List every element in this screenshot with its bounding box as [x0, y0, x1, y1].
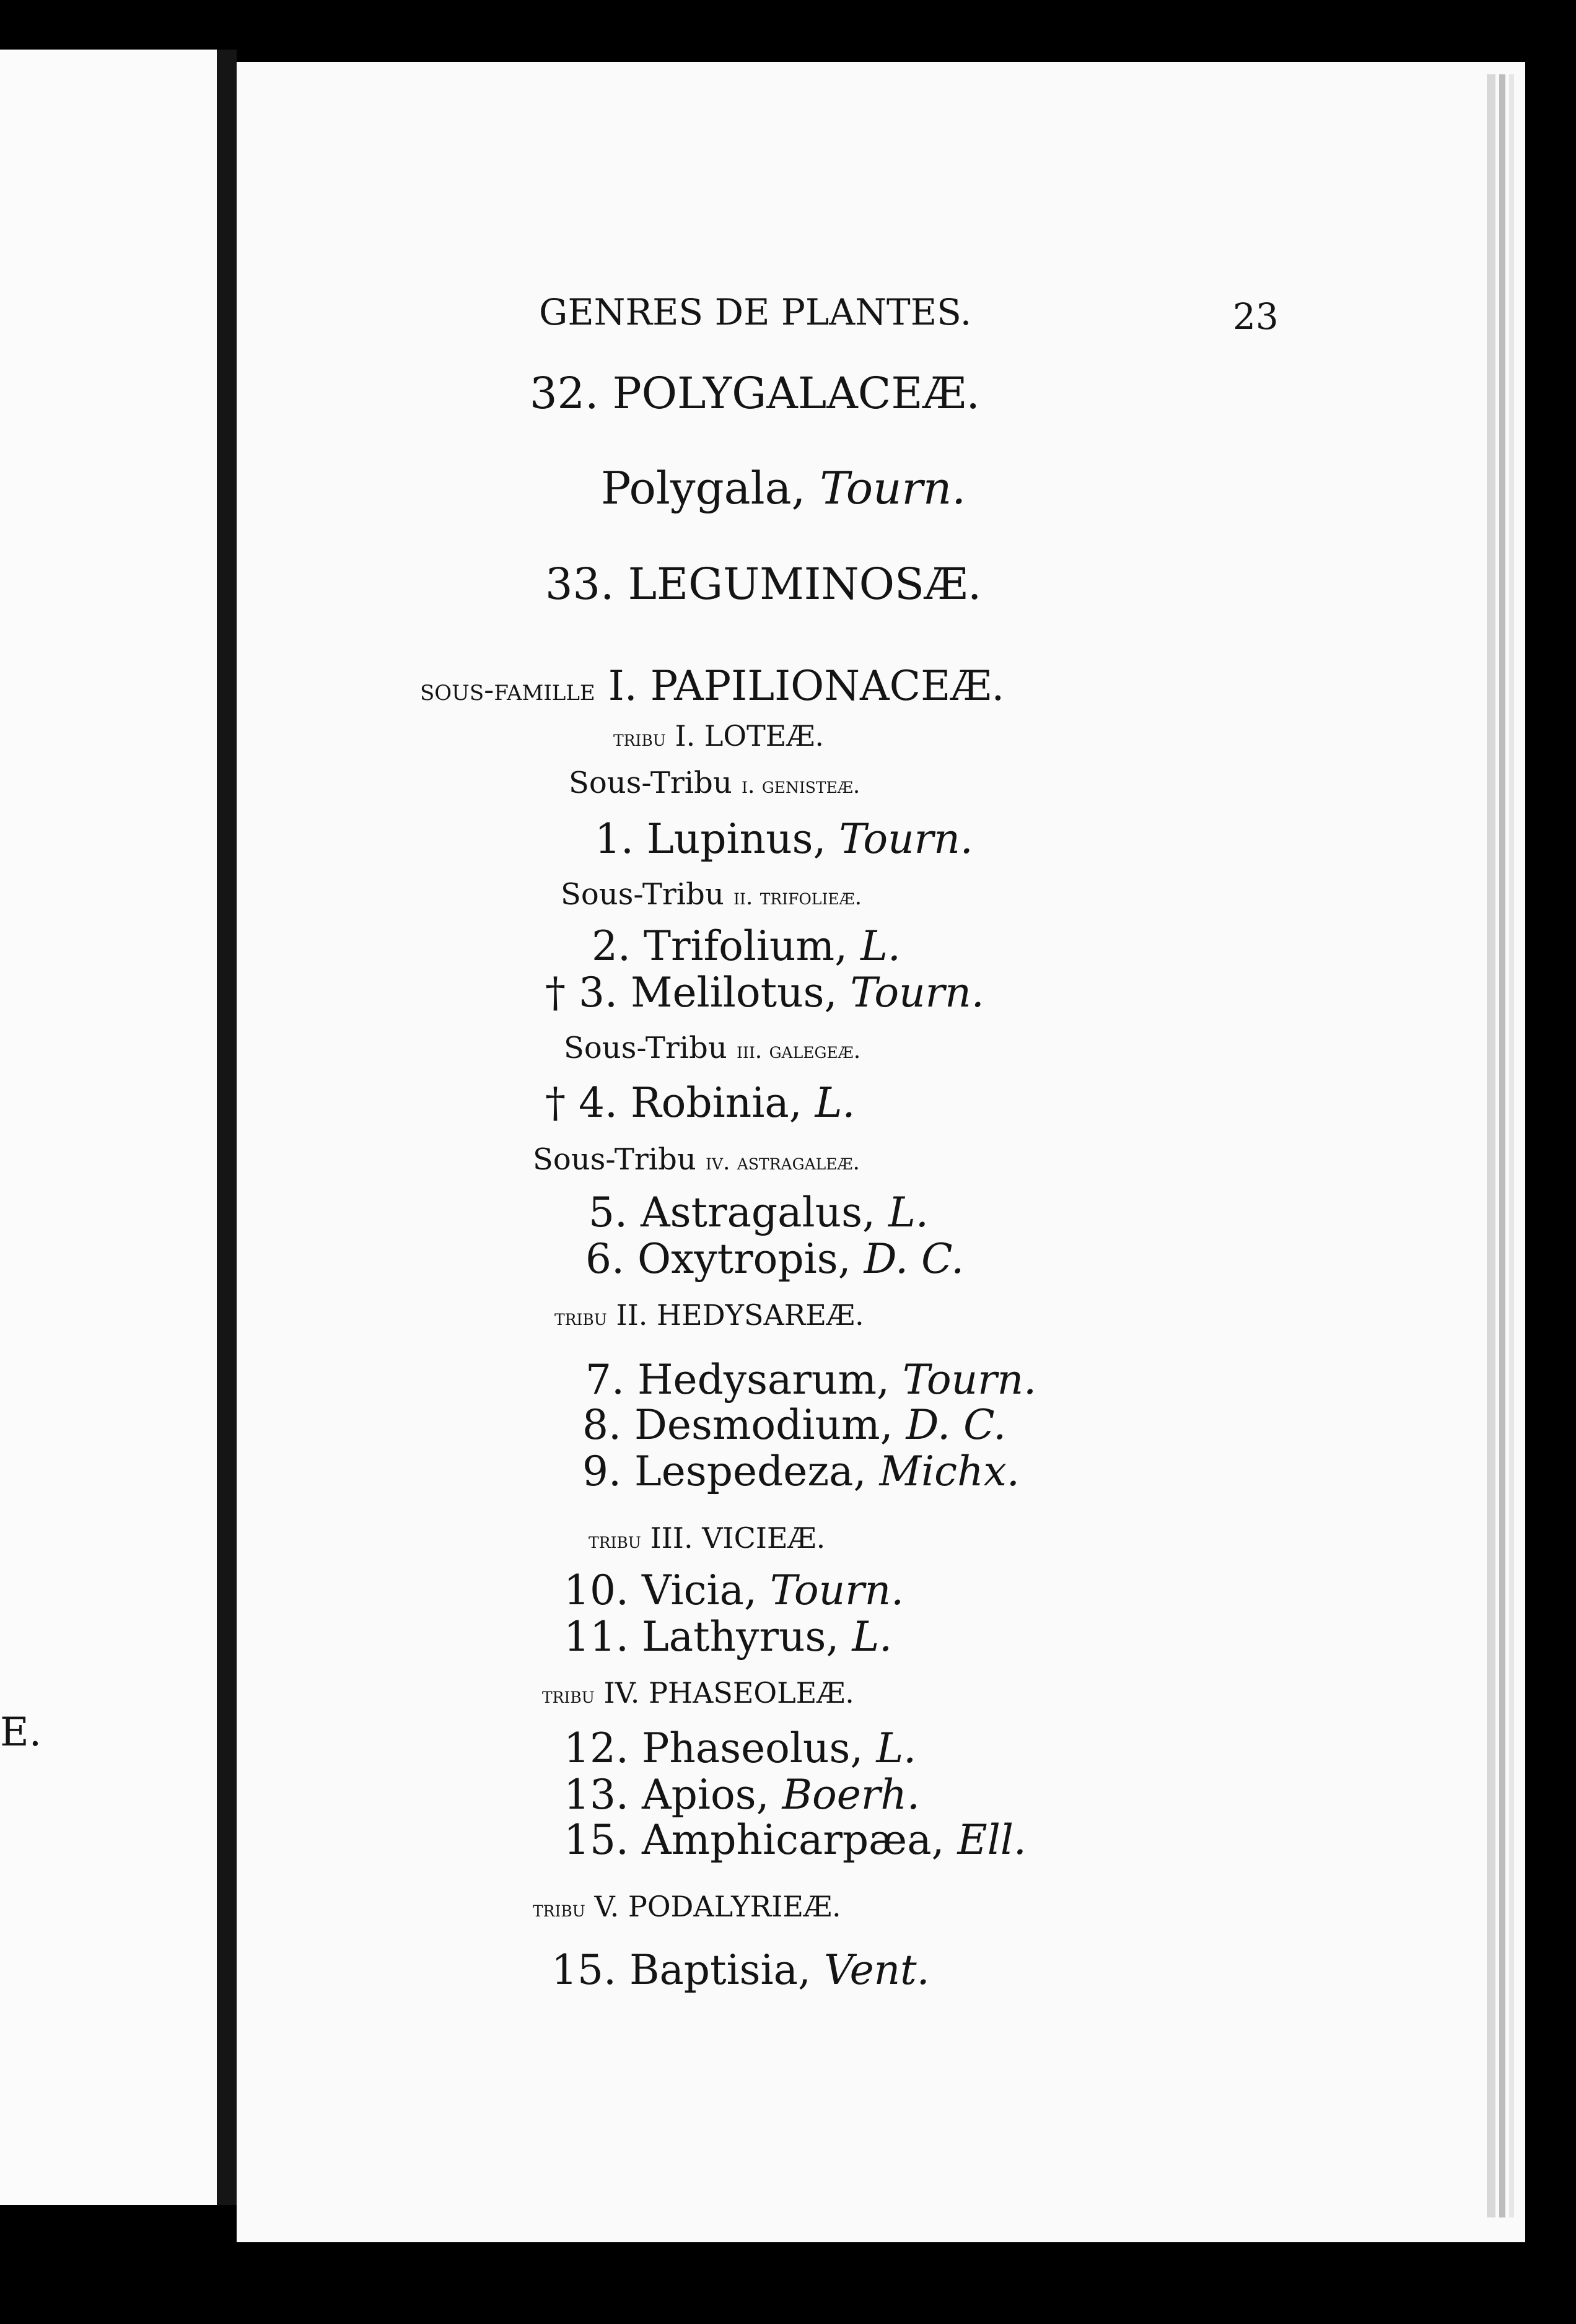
genus-number: 8.: [582, 1401, 621, 1449]
tribe-name: II. HEDYSAREÆ.: [616, 1298, 864, 1332]
genus-author: L.: [860, 922, 901, 970]
tribe-label: tribu: [554, 1305, 607, 1330]
tribe-name: V. PODALYRIEÆ.: [594, 1890, 841, 1923]
genus-entry: [564, 1613, 893, 1661]
genus-entry: [601, 462, 966, 514]
family-heading: 33. LEGUMINOSÆ.: [545, 559, 982, 609]
page-edge: [1499, 74, 1505, 2217]
family-heading: 32. POLYGALACEÆ.: [530, 368, 980, 419]
genus-author: L.: [815, 1079, 856, 1127]
genus-number: 9.: [582, 1448, 621, 1495]
genus-number: 7.: [585, 1356, 624, 1404]
tribe-heading: [554, 1298, 864, 1332]
tribe-name: IV. PHASEOLEÆ.: [603, 1676, 854, 1710]
genus-author: Ell.: [957, 1816, 1027, 1864]
genus-name: Melilotus,: [630, 969, 838, 1016]
tribe-heading: [613, 719, 825, 753]
genus-author: D. C.: [864, 1235, 965, 1283]
subtribe-name: i. genisteæ.: [742, 773, 860, 798]
genus-number: 10.: [564, 1566, 629, 1614]
page-number: 23: [1233, 295, 1279, 338]
genus-number: 1.: [595, 815, 634, 863]
genus-number: 15.: [564, 1816, 629, 1864]
subtribe-heading: [569, 768, 860, 798]
genus-entry: [551, 1946, 930, 1994]
genus-number: 12.: [564, 1724, 629, 1772]
left-page: [0, 50, 217, 2205]
genus-author: Tourn.: [839, 815, 973, 863]
genus-name: Oxytropis,: [637, 1235, 851, 1283]
subtribe-heading: [564, 1033, 860, 1063]
subtribe-label: Sous-Tribu: [569, 766, 732, 800]
tribe-name: III. VICIEÆ.: [650, 1521, 826, 1555]
genus-author: Boerh.: [782, 1771, 920, 1819]
genus-number: 13.: [564, 1771, 629, 1819]
genus-name: Amphicarpæa,: [641, 1816, 945, 1864]
genus-name: Desmodium,: [634, 1401, 893, 1449]
tribe-heading: [589, 1521, 826, 1555]
genus-name: Robinia,: [630, 1079, 802, 1127]
genus-name: Astragalus,: [640, 1189, 875, 1236]
page-edge: [1509, 74, 1514, 2217]
genus-number: 3.: [578, 969, 618, 1016]
genus-name: Phaseolus,: [641, 1724, 864, 1772]
left-page-text-fragment: E.: [0, 1710, 42, 1755]
dagger-mark: †: [545, 1079, 566, 1127]
genus-author: L.: [876, 1724, 917, 1772]
genus-entry: [564, 1771, 920, 1819]
genus-number: 15.: [551, 1946, 616, 1994]
subtribe-label: Sous-Tribu: [561, 877, 724, 912]
genus-name: Trifolium,: [643, 922, 848, 970]
subfamily-name: I. PAPILIONACEÆ.: [608, 662, 1005, 710]
genus-author: L.: [852, 1613, 893, 1661]
genus-author: Tourn.: [902, 1356, 1037, 1404]
subtribe-label: Sous-Tribu: [533, 1142, 696, 1177]
genus-entry: [564, 1724, 917, 1772]
tribe-label: tribu: [613, 726, 666, 751]
genus-number: 5.: [589, 1189, 628, 1236]
genus-author: Tourn.: [850, 969, 984, 1016]
tribe-label: tribu: [589, 1528, 641, 1553]
genus-author: L.: [888, 1189, 929, 1236]
subtribe-name: ii. trifolieæ.: [733, 885, 862, 910]
genus-number: 4.: [578, 1079, 618, 1127]
running-head: GENRES DE PLANTES.: [539, 291, 972, 333]
tribe-heading: [542, 1676, 854, 1710]
tribe-label: tribu: [533, 1897, 585, 1922]
genus-name: Polygala,: [601, 462, 806, 514]
genus-entry: [585, 1235, 965, 1283]
book-gutter: [217, 50, 237, 2205]
genus-author: Tourn.: [820, 462, 966, 514]
genus-entry: [545, 1079, 856, 1127]
genus-entry: [564, 1816, 1027, 1864]
genus-name: Apios,: [641, 1771, 769, 1819]
subfamily-heading: [420, 662, 1005, 710]
genus-number: 2.: [592, 922, 631, 970]
genus-name: Lathyrus,: [641, 1613, 839, 1661]
genus-name: Baptisia,: [629, 1946, 811, 1994]
genus-entry: [582, 1448, 1020, 1495]
genus-entry: [595, 815, 973, 863]
genus-name: Vicia,: [641, 1566, 757, 1614]
subtribe-name: iii. galegeæ.: [737, 1038, 861, 1064]
subfamily-label: sous-famille: [420, 673, 595, 707]
subtribe-heading: [561, 877, 862, 912]
subtribe-heading: [533, 1142, 860, 1177]
genus-author: D. C.: [906, 1401, 1007, 1449]
tribe-label: tribu: [542, 1683, 595, 1708]
genus-entry: [545, 969, 984, 1016]
genus-author: Vent.: [823, 1946, 930, 1994]
genus-entry: [585, 1356, 1037, 1404]
dagger-mark: †: [545, 969, 566, 1016]
genus-author: Tourn.: [769, 1566, 904, 1614]
genus-entry: [582, 1401, 1007, 1449]
genus-name: Lespedeza,: [634, 1448, 867, 1495]
genus-author: Michx.: [879, 1448, 1020, 1495]
genus-name: Hedysarum,: [637, 1356, 890, 1404]
tribe-heading: [533, 1892, 841, 1921]
genus-name: Lupinus,: [646, 815, 826, 863]
genus-number: 11.: [564, 1613, 629, 1661]
tribe-name: I. LOTEÆ.: [675, 719, 825, 753]
genus-entry: [592, 922, 901, 970]
subtribe-label: Sous-Tribu: [564, 1031, 727, 1065]
page-edge: [1487, 74, 1495, 2217]
genus-entry: [589, 1189, 929, 1236]
subtribe-name: iv. astragaleæ.: [706, 1150, 860, 1175]
genus-number: 6.: [585, 1235, 624, 1283]
genus-entry: [564, 1566, 904, 1614]
